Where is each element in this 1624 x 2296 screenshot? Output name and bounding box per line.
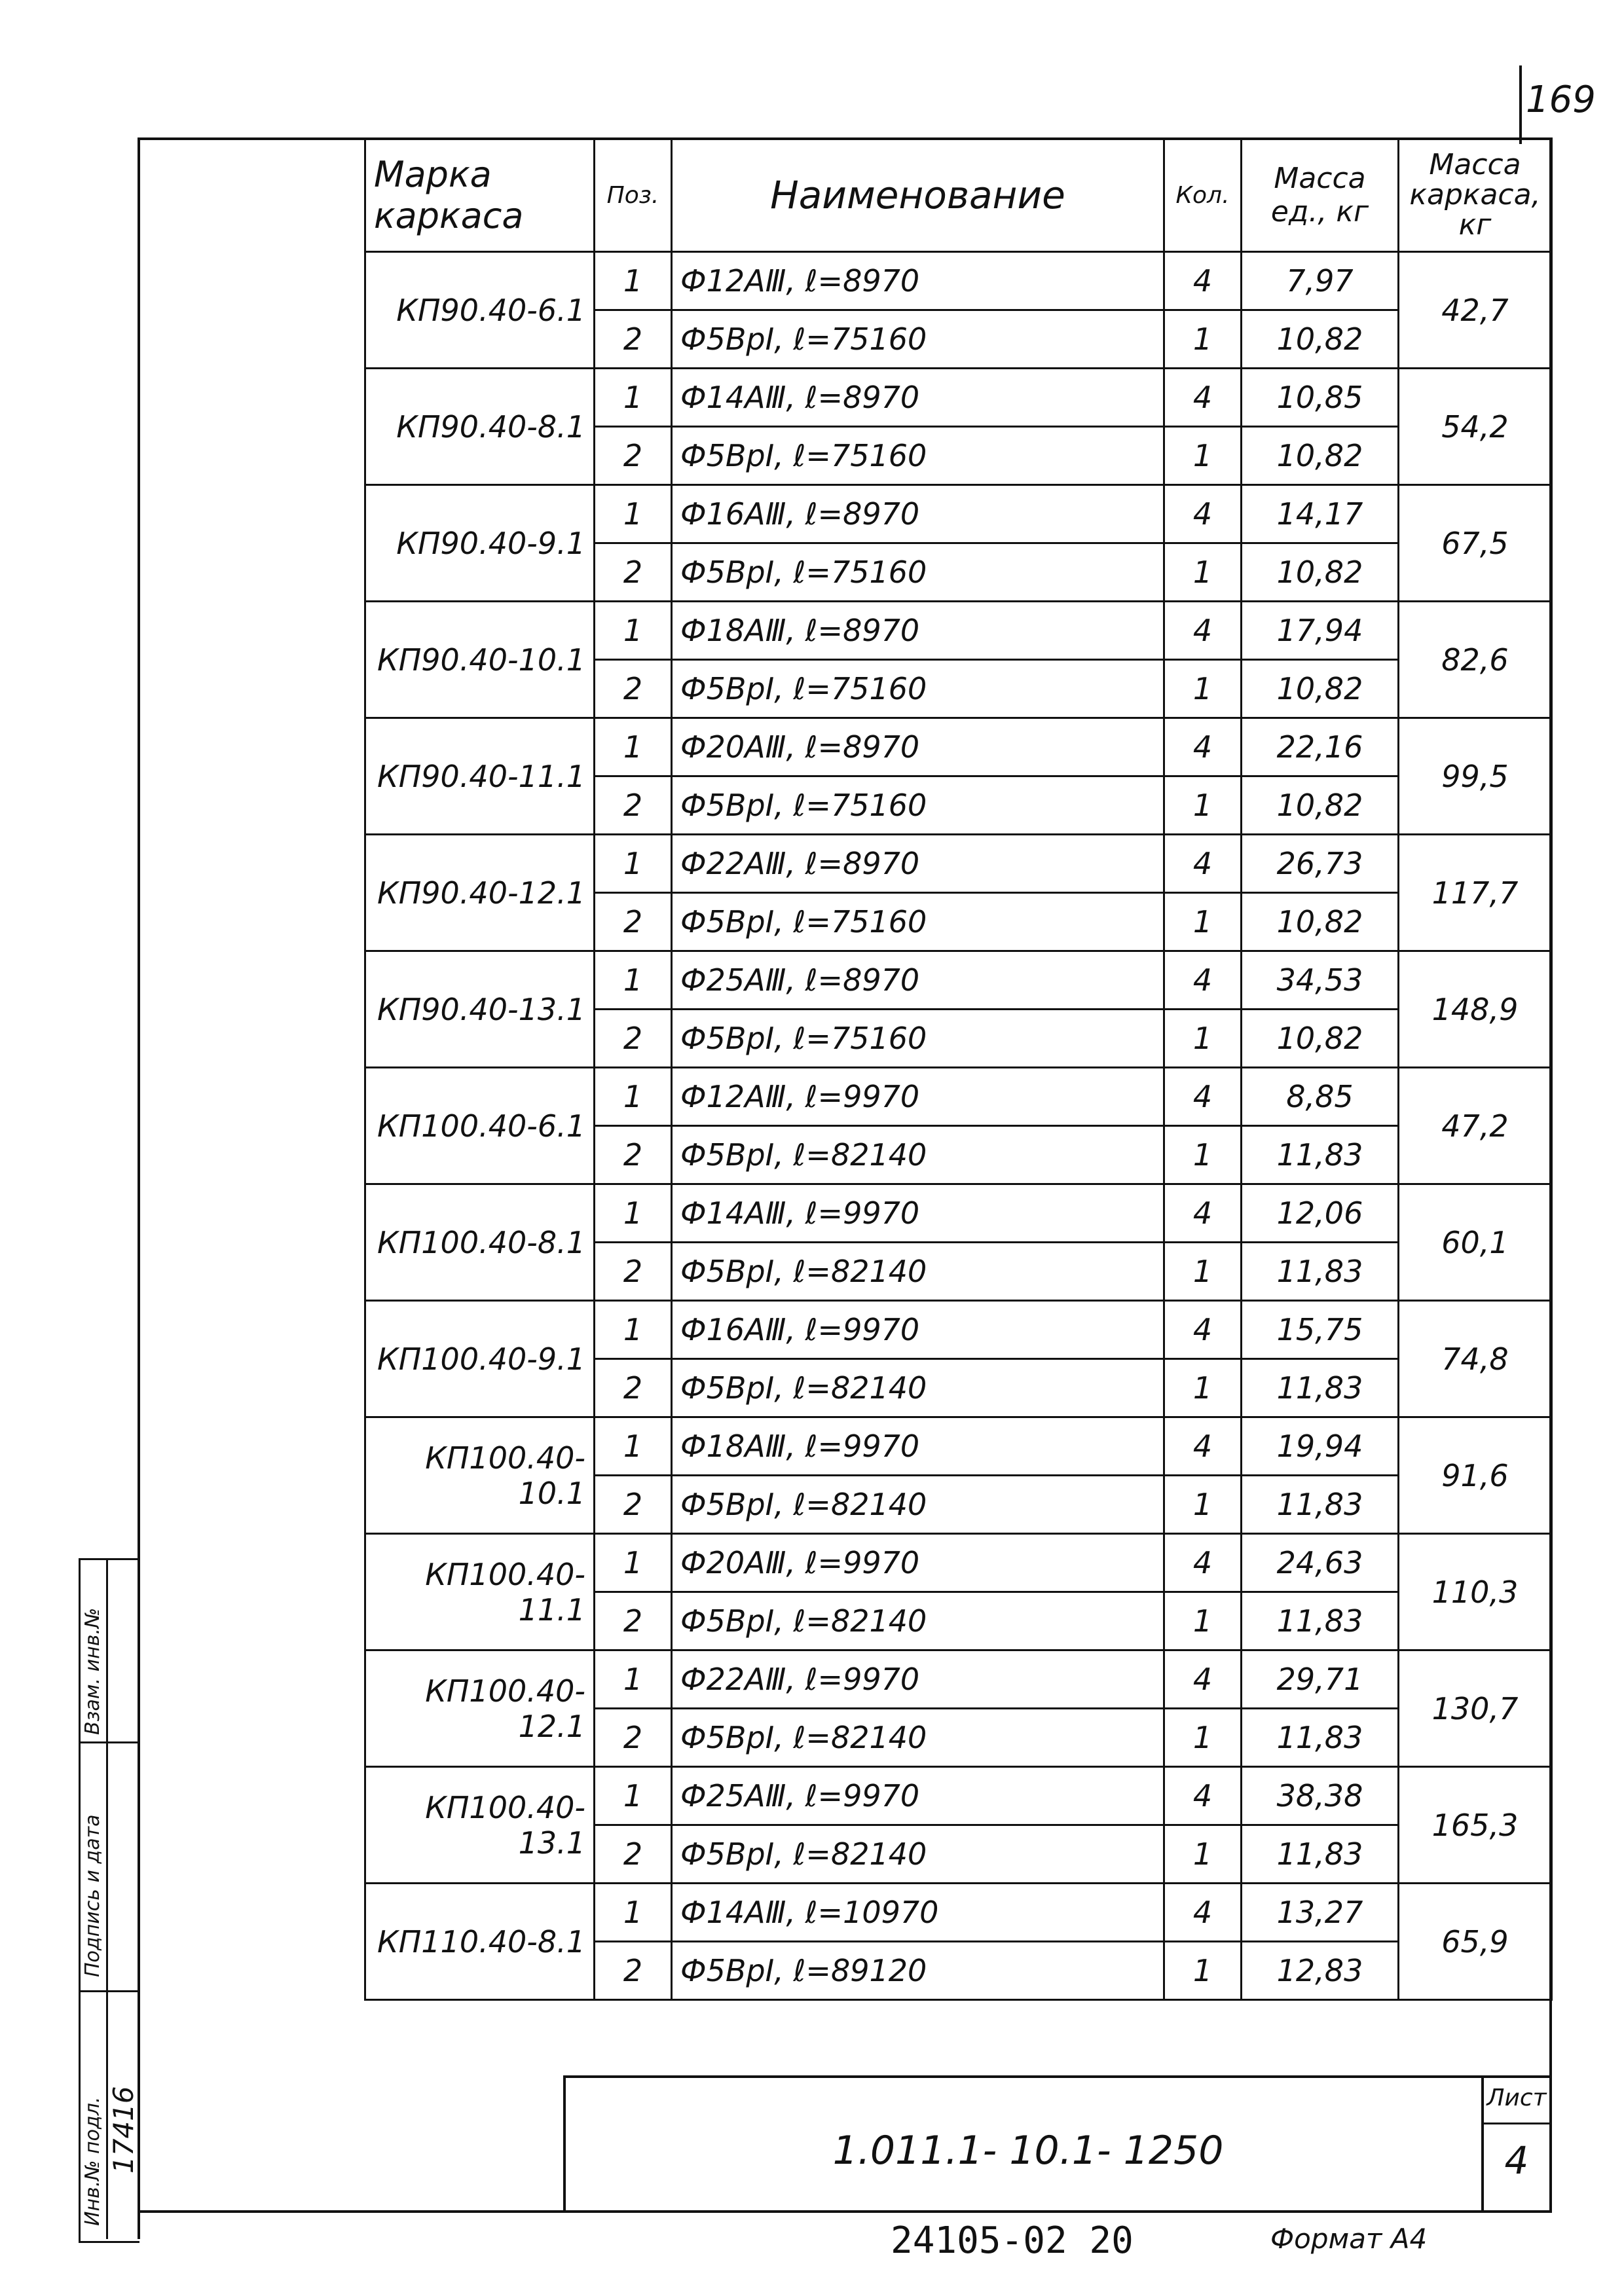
table-row: [365, 1184, 1552, 1243]
frame-mass: 110,3: [1399, 1534, 1552, 1650]
quantity: 1: [1164, 1592, 1242, 1650]
frame-mass: 67,5: [1399, 485, 1552, 602]
quantity: 1: [1164, 1825, 1242, 1884]
table-row: [365, 602, 1552, 660]
unit-mass: 10,82: [1242, 427, 1399, 485]
frame-brand: КП90.40-10.1: [365, 602, 595, 718]
header-unit-mass: Масса ед., кг: [1242, 139, 1399, 252]
unit-mass: 15,75: [1242, 1301, 1399, 1359]
quantity: 4: [1164, 718, 1242, 776]
unit-mass: 11,83: [1242, 1825, 1399, 1884]
original-inventory-number: 17416: [107, 2086, 139, 2174]
frame-mass: 130,7: [1399, 1650, 1552, 1767]
unit-mass: 10,82: [1242, 660, 1399, 718]
quantity: 1: [1164, 1126, 1242, 1184]
frame-mass: 91,6: [1399, 1417, 1552, 1534]
unit-mass: 11,83: [1242, 1592, 1399, 1650]
frame-mass: 82,6: [1399, 602, 1552, 718]
item-name: Ф18АⅢ, ℓ=9970: [672, 1417, 1164, 1476]
quantity: 4: [1164, 951, 1242, 1010]
table-row: [365, 1068, 1552, 1126]
frame-mass: 54,2: [1399, 369, 1552, 485]
item-name: Ф5ВрI, ℓ=82140: [672, 1592, 1164, 1650]
table-row: [365, 1884, 1552, 1942]
unit-mass: 8,85: [1242, 1068, 1399, 1126]
position: 2: [595, 893, 672, 951]
item-name: Ф14АⅢ, ℓ=10970: [672, 1884, 1164, 1942]
table-row: [365, 835, 1552, 893]
quantity: 4: [1164, 369, 1242, 427]
header-position: Поз.: [595, 139, 672, 252]
frame-brand: КП100.40-11.1: [365, 1534, 595, 1650]
quantity: 4: [1164, 1534, 1242, 1592]
item-name: Ф5ВрI, ℓ=75160: [672, 776, 1164, 835]
frame-brand: КП100.40-10.1: [365, 1417, 595, 1534]
header-brand: Марка каркаса: [365, 139, 595, 252]
quantity: 4: [1164, 1301, 1242, 1359]
unit-mass: 24,63: [1242, 1534, 1399, 1592]
quantity: 1: [1164, 660, 1242, 718]
unit-mass: 10,82: [1242, 543, 1399, 602]
item-name: Ф12АⅢ, ℓ=8970: [672, 252, 1164, 310]
unit-mass: 10,85: [1242, 369, 1399, 427]
item-name: Ф22АⅢ, ℓ=8970: [672, 835, 1164, 893]
position: 1: [595, 485, 672, 543]
position: 2: [595, 1825, 672, 1884]
item-name: Ф5ВрI, ℓ=82140: [672, 1243, 1164, 1301]
unit-mass: 11,83: [1242, 1476, 1399, 1534]
quantity: 1: [1164, 427, 1242, 485]
position: 1: [595, 1301, 672, 1359]
item-name: Ф5ВрI, ℓ=82140: [672, 1709, 1164, 1767]
quantity: 4: [1164, 602, 1242, 660]
unit-mass: 11,83: [1242, 1709, 1399, 1767]
table-row: [365, 718, 1552, 776]
replace-inventory-label: Взам. инв.№: [81, 1607, 104, 1735]
frame-mass: 74,8: [1399, 1301, 1552, 1417]
footer-code: 24105-02 20: [891, 2219, 1134, 2262]
frame-brand: КП110.40-8.1: [365, 1884, 595, 2000]
item-name: Ф16АⅢ, ℓ=9970: [672, 1301, 1164, 1359]
page-number-rule: [1519, 65, 1522, 144]
frame-brand: КП90.40-11.1: [365, 718, 595, 835]
frame-brand: КП100.40-9.1: [365, 1301, 595, 1417]
position: 1: [595, 1534, 672, 1592]
unit-mass: 10,82: [1242, 893, 1399, 951]
sheet-number: 4: [1504, 2138, 1529, 2183]
position: 1: [595, 835, 672, 893]
position: 2: [595, 1709, 672, 1767]
unit-mass: 38,38: [1242, 1767, 1399, 1825]
page-number: 169: [1526, 79, 1596, 121]
item-name: Ф18АⅢ, ℓ=8970: [672, 602, 1164, 660]
quantity: 4: [1164, 1184, 1242, 1243]
unit-mass: 26,73: [1242, 835, 1399, 893]
header-quantity: Кол.: [1164, 139, 1242, 252]
item-name: Ф22АⅢ, ℓ=9970: [672, 1650, 1164, 1709]
unit-mass: 14,17: [1242, 485, 1399, 543]
position: 2: [595, 310, 672, 369]
item-name: Ф16АⅢ, ℓ=8970: [672, 485, 1164, 543]
item-name: Ф5ВрI, ℓ=75160: [672, 660, 1164, 718]
position: 1: [595, 1068, 672, 1126]
position: 2: [595, 1359, 672, 1417]
unit-mass: 13,27: [1242, 1884, 1399, 1942]
quantity: 1: [1164, 543, 1242, 602]
unit-mass: 11,83: [1242, 1243, 1399, 1301]
quantity: 4: [1164, 1767, 1242, 1825]
item-name: Ф20АⅢ, ℓ=9970: [672, 1534, 1164, 1592]
item-name: Ф12АⅢ, ℓ=9970: [672, 1068, 1164, 1126]
table-row: [365, 1301, 1552, 1359]
position: 2: [595, 1243, 672, 1301]
original-inventory-label: Инв.№ подл.: [81, 2096, 104, 2226]
table-header-row: [365, 139, 1552, 252]
side-block-row-line: [79, 1741, 138, 1743]
unit-mass: 19,94: [1242, 1417, 1399, 1476]
quantity: 1: [1164, 1942, 1242, 2000]
stamp-top-line: [563, 2075, 1551, 2078]
unit-mass: 11,83: [1242, 1126, 1399, 1184]
position: 2: [595, 660, 672, 718]
specification-table: [364, 137, 1553, 2001]
item-name: Ф5ВрI, ℓ=75160: [672, 310, 1164, 369]
unit-mass: 22,16: [1242, 718, 1399, 776]
unit-mass: 17,94: [1242, 602, 1399, 660]
quantity: 4: [1164, 835, 1242, 893]
stamp-left-line: [563, 2075, 566, 2212]
quantity: 4: [1164, 252, 1242, 310]
unit-mass: 10,82: [1242, 1010, 1399, 1068]
item-name: Ф20АⅢ, ℓ=8970: [672, 718, 1164, 776]
position: 2: [595, 543, 672, 602]
item-name: Ф5ВрI, ℓ=75160: [672, 1010, 1164, 1068]
table-row: [365, 1417, 1552, 1476]
frame-mass: 117,7: [1399, 835, 1552, 951]
quantity: 1: [1164, 1359, 1242, 1417]
position: 2: [595, 1010, 672, 1068]
position: 2: [595, 427, 672, 485]
table-row: [365, 485, 1552, 543]
quantity: 4: [1164, 485, 1242, 543]
stamp-bottom-line: [138, 2210, 1552, 2213]
item-name: Ф5ВрI, ℓ=82140: [672, 1126, 1164, 1184]
unit-mass: 10,82: [1242, 310, 1399, 369]
quantity: 4: [1164, 1650, 1242, 1709]
item-name: Ф5ВрI, ℓ=75160: [672, 893, 1164, 951]
frame-brand: КП90.40-9.1: [365, 485, 595, 602]
quantity: 1: [1164, 893, 1242, 951]
item-name: Ф5ВрI, ℓ=82140: [672, 1825, 1164, 1884]
item-name: Ф5ВрI, ℓ=75160: [672, 543, 1164, 602]
sheet-label: Лист: [1486, 2085, 1547, 2111]
unit-mass: 11,83: [1242, 1359, 1399, 1417]
frame-mass: 65,9: [1399, 1884, 1552, 2000]
table-row: [365, 951, 1552, 1010]
frame-mass: 42,7: [1399, 252, 1552, 369]
position: 1: [595, 718, 672, 776]
position: 2: [595, 1126, 672, 1184]
item-name: Ф5ВрI, ℓ=75160: [672, 427, 1164, 485]
position: 2: [595, 1592, 672, 1650]
quantity: 1: [1164, 1243, 1242, 1301]
frame-brand: КП90.40-8.1: [365, 369, 595, 485]
position: 2: [595, 1476, 672, 1534]
quantity: 4: [1164, 1884, 1242, 1942]
frame-brand: КП100.40-13.1: [365, 1767, 595, 1884]
frame-brand: КП100.40-8.1: [365, 1184, 595, 1301]
header-name: Наименование: [672, 139, 1164, 252]
frame-brand: КП90.40-6.1: [365, 252, 595, 369]
unit-mass: 12,06: [1242, 1184, 1399, 1243]
frame-brand: КП90.40-12.1: [365, 835, 595, 951]
item-name: Ф5ВрI, ℓ=82140: [672, 1476, 1164, 1534]
item-name: Ф14АⅢ, ℓ=8970: [672, 369, 1164, 427]
document-code: 1.011.1- 10.1- 1250: [832, 2128, 1224, 2174]
item-name: Ф25АⅢ, ℓ=8970: [672, 951, 1164, 1010]
item-name: Ф25АⅢ, ℓ=9970: [672, 1767, 1164, 1825]
stamp-sheet-subline: [1481, 2123, 1551, 2124]
quantity: 1: [1164, 1476, 1242, 1534]
position: 1: [595, 951, 672, 1010]
position: 1: [595, 1650, 672, 1709]
position: 1: [595, 1417, 672, 1476]
position: 2: [595, 776, 672, 835]
frame-mass: 99,5: [1399, 718, 1552, 835]
quantity: 1: [1164, 310, 1242, 369]
side-block-row-line: [79, 1990, 138, 1992]
frame-brand: КП100.40-12.1: [365, 1650, 595, 1767]
signature-date-label: Подпись и дата: [81, 1814, 104, 1977]
quantity: 1: [1164, 1709, 1242, 1767]
item-name: Ф14АⅢ, ℓ=9970: [672, 1184, 1164, 1243]
table-body: [365, 252, 1552, 2000]
position: 1: [595, 1184, 672, 1243]
position: 1: [595, 252, 672, 310]
table-row: [365, 252, 1552, 310]
item-name: Ф5ВрI, ℓ=82140: [672, 1359, 1164, 1417]
unit-mass: 7,97: [1242, 252, 1399, 310]
table-row: [365, 1767, 1552, 1825]
frame-mass: 165,3: [1399, 1767, 1552, 1884]
position: 2: [595, 1942, 672, 2000]
frame-mass: 60,1: [1399, 1184, 1552, 1301]
quantity: 1: [1164, 1010, 1242, 1068]
quantity: 4: [1164, 1068, 1242, 1126]
unit-mass: 29,71: [1242, 1650, 1399, 1709]
quantity: 4: [1164, 1417, 1242, 1476]
position: 1: [595, 602, 672, 660]
table-row: [365, 1650, 1552, 1709]
unit-mass: 10,82: [1242, 776, 1399, 835]
table-row: [365, 369, 1552, 427]
unit-mass: 12,83: [1242, 1942, 1399, 2000]
frame-mass: 148,9: [1399, 951, 1552, 1068]
position: 1: [595, 1767, 672, 1825]
table-row: [365, 1534, 1552, 1592]
position: 1: [595, 1884, 672, 1942]
quantity: 1: [1164, 776, 1242, 835]
unit-mass: 34,53: [1242, 951, 1399, 1010]
frame-brand: КП100.40-6.1: [365, 1068, 595, 1184]
frame-mass: 47,2: [1399, 1068, 1552, 1184]
footer-format: Формат А4: [1270, 2223, 1428, 2255]
header-frame-mass: Масса каркаса, кг: [1399, 139, 1552, 252]
frame-brand: КП90.40-13.1: [365, 951, 595, 1068]
item-name: Ф5ВрI, ℓ=89120: [672, 1942, 1164, 2000]
position: 1: [595, 369, 672, 427]
